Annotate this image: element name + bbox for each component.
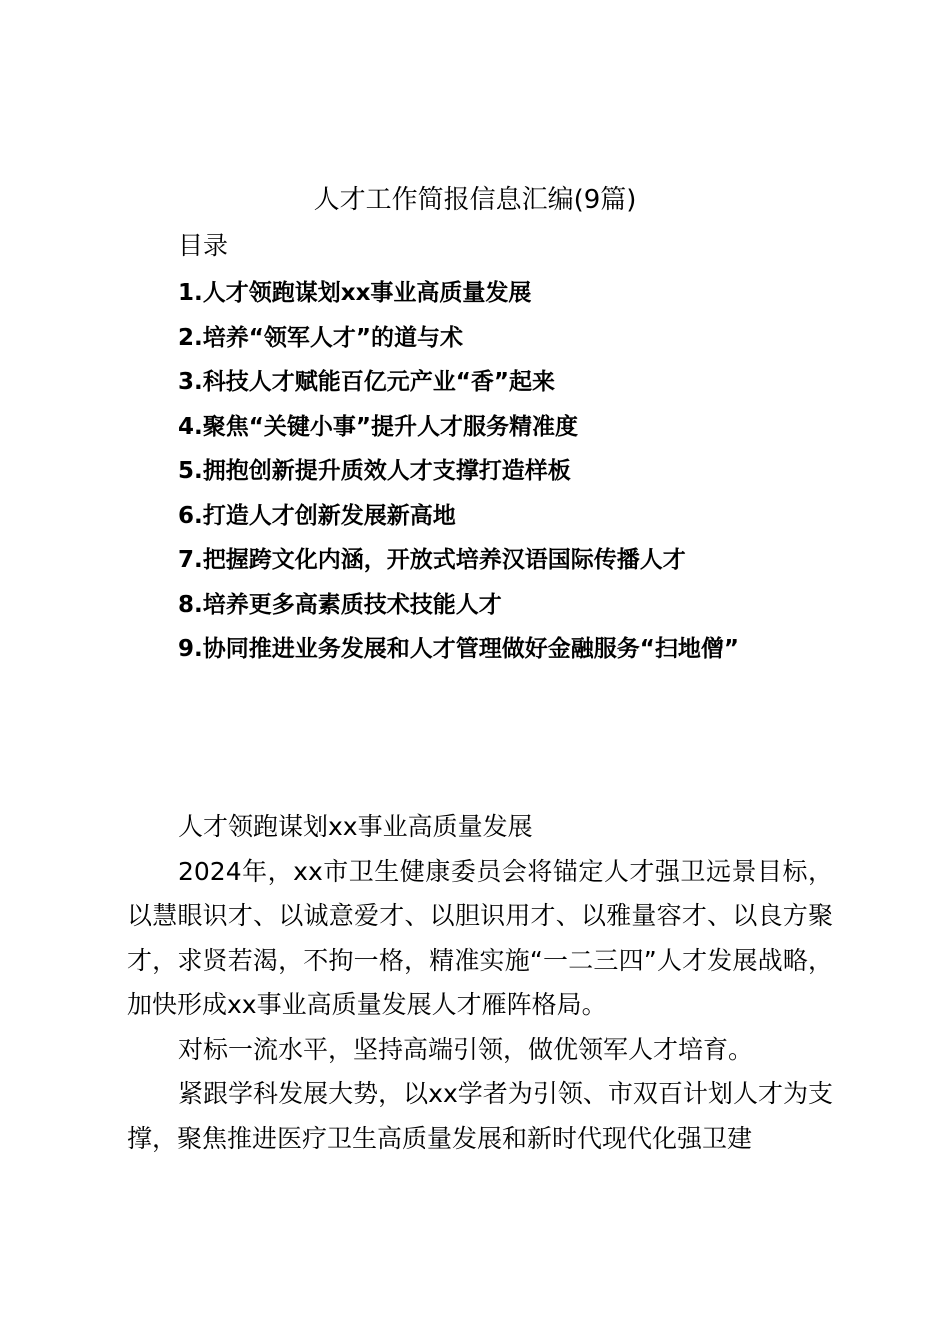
article-paragraph: 对标一流水平，坚持高端引领，做优领军人才培育。 <box>178 1034 754 1064</box>
toc-item: 8.培养更多高素质技术技能人才 <box>178 591 502 618</box>
article-paragraph: 2024年，xx市卫生健康委员会将锚定人才强卫远景目标，以慧眼识才、以诚意爱才、以胆识用才、以雅量容才、以良方聚才，求贤若渴，不拘一格，精准实施“一二三四”人才发展战略，加快形成xx事业高质量发展人才雁阵格局。 <box>127 856 833 1019</box>
toc-item: 5.拥抱创新提升质效人才支撑打造样板 <box>178 458 571 484</box>
article-paragraph: 紧跟学科发展大势，以xx学者为引领、市双百计划人才为支撑，聚焦推进医疗卫生高质量发展和新时代现代化强卫建 <box>127 1079 833 1153</box>
toc-item: 2.培养“领军人才”的道与术 <box>178 324 463 351</box>
toc-item: 4.聚焦“关键小事”提升人才服务精准度 <box>178 413 578 440</box>
toc-item: 7.把握跨文化内涵，开放式培养汉语国际传播人才 <box>178 547 686 573</box>
toc-item: 9.协同推进业务发展和人才管理做好金融服务“扫地僧” <box>178 636 739 662</box>
toc-heading: 目录 <box>178 231 229 260</box>
toc-item: 6.打造人才创新发展新高地 <box>178 502 456 529</box>
toc-item: 3.科技人才赋能百亿元产业“香”起来 <box>178 369 555 395</box>
article-title: 人才领跑谋划xx事业高质量发展 <box>178 812 533 841</box>
article-section <box>127 805 833 1161</box>
document-title: 人才工作简报信息汇编(9篇) <box>313 185 637 215</box>
toc-item: 1.人才领跑谋划xx事业高质量发展 <box>178 280 532 306</box>
table-of-contents <box>178 271 739 672</box>
